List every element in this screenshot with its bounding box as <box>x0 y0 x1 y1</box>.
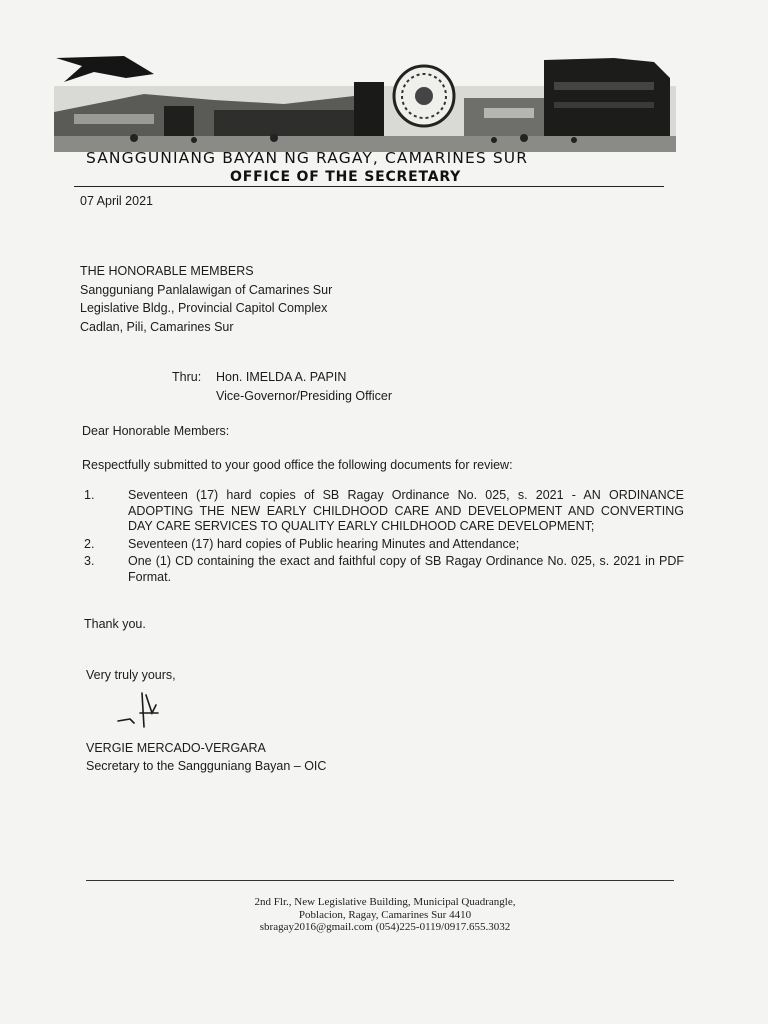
list-item <box>84 537 684 553</box>
footer-divider <box>86 880 674 881</box>
list-item-number: 3. <box>84 554 95 568</box>
intro-paragraph: Respectfully submitted to your good office the following documents for review: <box>82 458 513 472</box>
closing-line: Very truly yours, <box>86 668 176 682</box>
signer-title: Secretary to the Sangguniang Bayan – OIC <box>86 759 327 773</box>
signer-block <box>86 739 326 775</box>
addressee-line: Legislative Bldg., Provincial Capitol Complex <box>80 301 328 315</box>
addressee-line: Cadlan, Pili, Camarines Sur <box>80 319 234 334</box>
list-item-number: 1. <box>84 488 95 502</box>
letterhead-banner-image <box>54 52 676 152</box>
thru-name: Hon. IMELDA A. PAPIN <box>216 370 347 384</box>
thru-label: Thru: <box>172 370 202 384</box>
list-item <box>84 554 684 585</box>
addressee-line: THE HONORABLE MEMBERS <box>80 264 254 278</box>
thru-title: Vice-Governor/Presiding Officer <box>216 388 393 403</box>
signer-name: VERGIE MERCADO-VERGARA <box>86 741 266 755</box>
list-item-text: Seventeen (17) hard copies of SB Ragay Ordinance No. 025, s. 2021 - AN ORDINANCE ADOPTING THE NEW EARLY CHILDHOOD CARE AND DEVELOPMENT AND CONVERTING DAY CARE SERVICES TO QUALITY EARLY CHILDHOOD CARE DEVELOPMENT; <box>128 488 684 533</box>
thru-block <box>172 368 392 405</box>
letter-date: 07 April 2021 <box>80 194 153 208</box>
footer-address <box>200 896 570 934</box>
footer-line: Poblacion, Ragay, Camarines Sur 4410 <box>298 908 472 921</box>
list-item-text: One (1) CD containing the exact and faithful copy of SB Ragay Ordinance No. 025, s. 2021 in PDF Format. <box>128 554 684 584</box>
organization-name: SANGGUNIANG BAYAN NG RAGAY, CAMARINES SUR <box>86 149 529 167</box>
salutation: Dear Honorable Members: <box>82 424 230 438</box>
signature-mark <box>112 683 172 733</box>
addressee-line: Sangguniang Panlalawigan of Camarines Sur <box>80 282 333 297</box>
thanks-line: Thank you. <box>84 617 146 631</box>
office-name: OFFICE OF THE SECRETARY <box>230 169 462 185</box>
footer-line: 2nd Flr., New Legislative Building, Municipal Quadrangle, <box>254 896 516 908</box>
document-list <box>84 488 684 587</box>
letterhead-banner-graphic <box>54 52 676 152</box>
list-item-number: 2. <box>84 536 95 551</box>
footer-line: sbragay2016@gmail.com (054)225-0119/0917.655.3032 <box>259 921 511 933</box>
addressee-block <box>80 262 332 336</box>
list-item-text: Seventeen (17) hard copies of Public hearing Minutes and Attendance; <box>128 536 520 551</box>
list-item <box>84 488 684 535</box>
header-divider <box>74 186 664 187</box>
